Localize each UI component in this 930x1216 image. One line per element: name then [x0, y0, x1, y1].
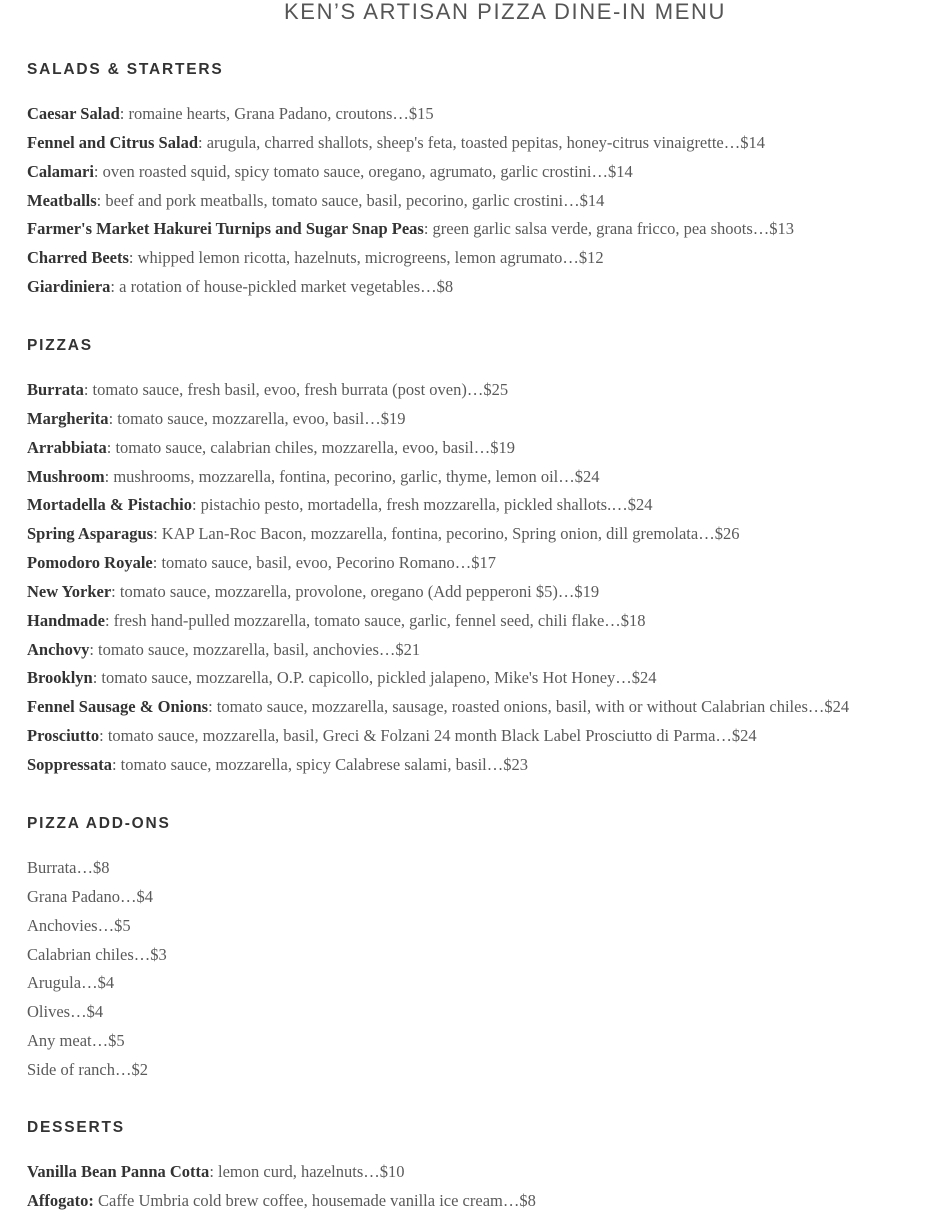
menu-item: [27, 491, 920, 520]
item-description: Any meat…$5: [27, 1031, 125, 1051]
item-description: : arugula, charred shallots, sheep's feta, toasted pepitas, honey-citrus vinaigrette…$14: [198, 132, 766, 152]
menu-item: [27, 636, 920, 665]
item-description: : tomato sauce, mozzarella, spicy Calabrese salami, basil…$23: [111, 754, 528, 774]
menu-item: [27, 129, 920, 158]
item-name: Pomodoro Royale: [27, 553, 153, 573]
menu-item: [27, 1158, 920, 1187]
item-description: : tomato sauce, mozzarella, sausage, roasted onions, basil, with or without Calabrian chiles…$24: [208, 697, 850, 717]
item-name: Burrata: [27, 380, 84, 399]
menu-item: [27, 244, 920, 273]
item-description: Side of ranch…$2: [27, 1059, 148, 1079]
add-on-item: [27, 998, 920, 1027]
add-on-item: [27, 941, 920, 970]
item-description: : beef and pork meatballs, tomato sauce, basil, pecorino, garlic crostini…$14: [96, 190, 605, 210]
menu-item: [27, 664, 920, 693]
menu-item: [27, 607, 920, 636]
item-description: : tomato sauce, mozzarella, basil, anchovies…$21: [89, 639, 421, 659]
item-name: Charred Beets: [27, 248, 129, 268]
item-description: : KAP Lan-Roc Bacon, mozzarella, fontina, pecorino, Spring onion, dill gremolata…$26: [153, 524, 740, 544]
item-description: : tomato sauce, basil, evoo, Pecorino Romano…$17: [152, 553, 496, 573]
item-name: Spring Asparagus: [27, 524, 154, 544]
menu-item: [27, 751, 920, 780]
section-pizza-add-ons: [27, 814, 920, 1085]
section-heading: PIZZAS: [27, 337, 93, 354]
item-description: : romaine hearts, Grana Padano, croutons…$15: [119, 104, 434, 123]
item-name: New Yorker: [27, 581, 112, 601]
add-on-item: [27, 854, 920, 883]
item-name: Arrabbiata: [27, 437, 107, 457]
item-description: : tomato sauce, fresh basil, evoo, fresh burrata (post oven)…$25: [83, 380, 509, 399]
menu-title: KEN’S ARTISAN PIZZA DINE-IN MENU: [284, 0, 726, 24]
item-name: Margherita: [27, 408, 109, 428]
item-description: Olives…$4: [27, 1002, 104, 1022]
item-description: : tomato sauce, mozzarella, basil, Greci & Folzani 24 month Black Label Prosciutto di Parma…$24: [99, 726, 757, 746]
menu-item: [27, 215, 920, 244]
item-name: Brooklyn: [27, 668, 93, 688]
item-description: : oven roasted squid, spicy tomato sauce, oregano, agrumato, garlic crostini…$14: [93, 161, 633, 181]
item-name: Anchovy: [27, 639, 90, 659]
item-name: Prosciutto: [27, 726, 100, 746]
menu-item: [27, 434, 920, 463]
menu-item-list: [27, 376, 920, 780]
menu-item: [27, 158, 920, 187]
item-description: : pistachio pesto, mortadella, fresh mozzarella, pickled shallots.…$24: [191, 495, 653, 515]
item-description: Arugula…$4: [27, 973, 115, 993]
menu-item: [27, 187, 920, 216]
item-description: Grana Padano…$4: [27, 886, 154, 906]
item-name: Vanilla Bean Panna Cotta: [27, 1162, 210, 1181]
item-name: Affogato:: [27, 1190, 94, 1210]
menu-item: [27, 578, 920, 607]
item-description: Burrata…$8: [27, 858, 110, 877]
section-pizzas: [27, 336, 920, 780]
item-description: : tomato sauce, mozzarella, O.P. capicollo, pickled jalapeno, Mike's Hot Honey…$24: [92, 668, 657, 688]
menu-item-list: [27, 1158, 920, 1216]
item-name: Caesar Salad: [27, 104, 120, 123]
item-name: Handmade: [27, 610, 105, 630]
section-salads-starters: [27, 60, 920, 302]
menu-item: [27, 100, 920, 129]
menu-item: [27, 693, 920, 722]
add-on-item: [27, 912, 920, 941]
item-name: Farmer's Market Hakurei Turnips and Sugar Snap Peas: [27, 219, 424, 239]
item-description: : mushrooms, mozzarella, fontina, pecorino, garlic, thyme, lemon oil…$24: [104, 466, 600, 486]
item-description: Anchovies…$5: [27, 915, 131, 935]
item-name: Mushroom: [27, 466, 105, 486]
menu-item: [27, 376, 920, 405]
item-description: : a rotation of house-pickled market vegetables…$8: [110, 277, 454, 297]
item-name: Soppressata: [27, 754, 112, 774]
menu-item: [27, 463, 920, 492]
section-heading: SALADS & STARTERS: [27, 61, 224, 78]
item-name: Fennel and Citrus Salad: [27, 132, 198, 152]
item-description: : green garlic salsa verde, grana fricco, pea shoots…$13: [423, 219, 795, 239]
item-name: Calamari: [27, 161, 94, 181]
item-description: : fresh hand-pulled mozzarella, tomato sauce, garlic, fennel seed, chili flake…$18: [104, 610, 646, 630]
menu-item: [27, 1187, 920, 1216]
add-on-item: [27, 969, 920, 998]
item-name: Meatballs: [27, 190, 97, 210]
add-on-item: [27, 1056, 920, 1085]
menu-item: [27, 273, 920, 302]
section-desserts: [27, 1118, 920, 1216]
menu-item-list: [27, 100, 920, 302]
section-heading: DESSERTS: [27, 1119, 125, 1136]
item-description: : tomato sauce, mozzarella, provolone, oregano (Add pepperoni $5)…$19: [111, 581, 600, 601]
menu-item-list: [27, 854, 920, 1085]
menu-item: [27, 405, 920, 434]
section-heading: PIZZA ADD-ONS: [27, 815, 171, 832]
menu-item: [27, 520, 920, 549]
item-name: Giardiniera: [27, 277, 111, 297]
item-description: : lemon curd, hazelnuts…$10: [209, 1162, 405, 1181]
add-on-item: [27, 883, 920, 912]
item-description: Calabrian chiles…$3: [27, 944, 167, 964]
item-name: Fennel Sausage & Onions: [27, 697, 209, 717]
item-description: : whipped lemon ricotta, hazelnuts, microgreens, lemon agrumato…$12: [128, 248, 604, 268]
item-description: : tomato sauce, mozzarella, evoo, basil…$19: [108, 408, 406, 428]
item-description: Caffe Umbria cold brew coffee, housemade vanilla ice cream…$8: [93, 1190, 536, 1210]
menu-item: [27, 549, 920, 578]
menu-item: [27, 722, 920, 751]
add-on-item: [27, 1027, 920, 1056]
item-description: : tomato sauce, calabrian chiles, mozzarella, evoo, basil…$19: [106, 437, 515, 457]
item-name: Mortadella & Pistachio: [27, 495, 192, 515]
